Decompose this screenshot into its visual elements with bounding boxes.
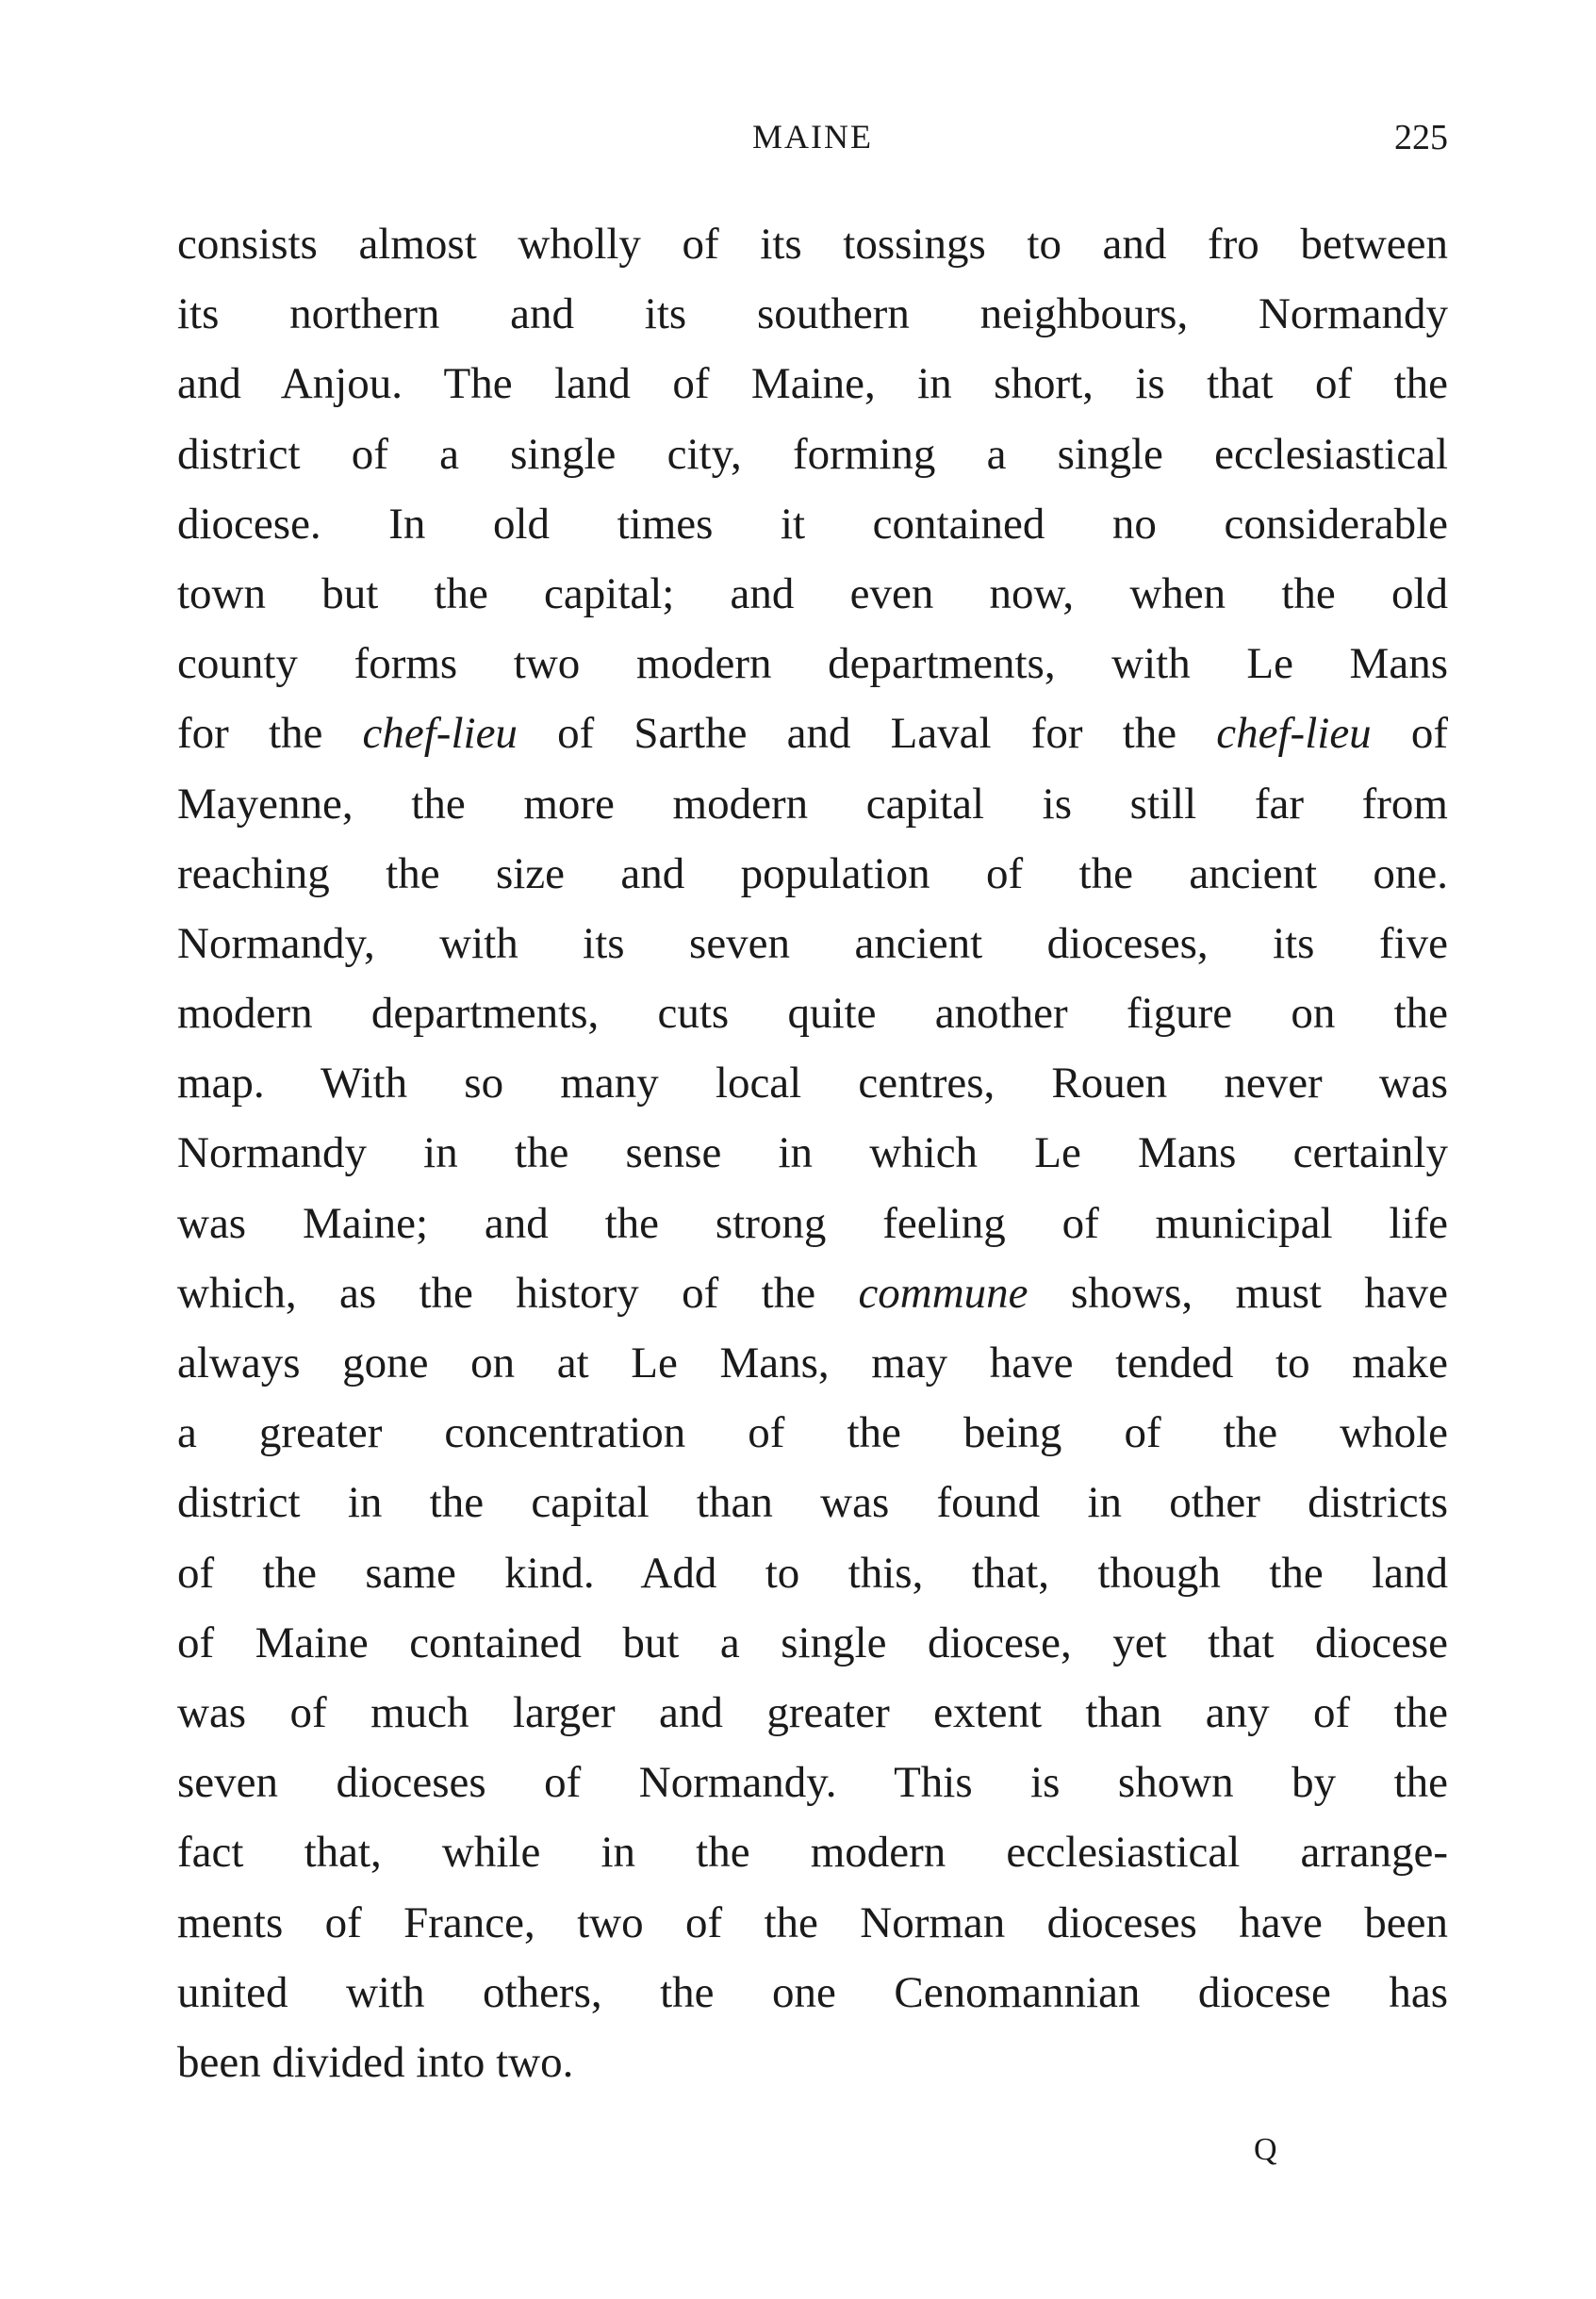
text-line — [177, 629, 1448, 698]
text-line — [177, 698, 1448, 768]
text-line — [177, 1189, 1448, 1258]
text-segment: of the same kind. Add to this, that, though the land — [177, 1548, 1448, 1598]
signature-mark: Q — [1254, 2132, 1277, 2167]
text-line — [177, 1258, 1448, 1328]
running-title: MAINE — [752, 118, 873, 156]
text-segment: county forms two modern departments, with Le Mans — [177, 639, 1448, 689]
text-segment: always gone on at Le Mans, may have tended to make — [177, 1338, 1448, 1388]
italic-term: chef-lieu — [1216, 709, 1372, 759]
text-line — [177, 1118, 1448, 1188]
text-segment: Normandy in the sense in which Le Mans certainly — [177, 1128, 1448, 1178]
text-line — [177, 559, 1448, 629]
text-segment: of Sarthe and Laval for the — [517, 709, 1217, 759]
text-line — [177, 489, 1448, 559]
text-line — [177, 1398, 1448, 1468]
text-segment: town but the capital; and even now, when the old — [177, 568, 1448, 618]
text-line — [177, 909, 1448, 978]
text-segment: diocese. In old times it contained no considerable — [177, 499, 1448, 549]
italic-term: commune — [858, 1268, 1028, 1318]
text-line — [177, 1958, 1448, 2028]
text-line — [177, 209, 1448, 279]
text-line — [177, 839, 1448, 909]
text-segment: Mayenne, the more modern capital is still far from — [177, 779, 1448, 829]
text-line — [177, 1538, 1448, 1608]
text-line — [177, 279, 1448, 349]
text-line — [177, 1678, 1448, 1748]
page-number: 225 — [1394, 118, 1448, 157]
text-segment: seven dioceses of Normandy. This is shown by the — [177, 1758, 1448, 1808]
text-segment: shows, must have — [1028, 1268, 1449, 1318]
text-segment: for the — [177, 709, 363, 759]
text-line — [177, 349, 1448, 419]
text-line — [177, 769, 1448, 839]
text-segment: been divided into two. — [177, 2037, 574, 2087]
text-line — [177, 1048, 1448, 1118]
text-line — [177, 1608, 1448, 1678]
text-segment: and Anjou. The land of Maine, in short, is that of the — [177, 359, 1448, 409]
text-line — [177, 1817, 1448, 1887]
italic-term: chef-lieu — [362, 709, 518, 759]
text-segment: reaching the size and population of the ancient one. — [177, 848, 1448, 898]
text-segment: of Maine contained but a single diocese, yet that diocese — [177, 1618, 1448, 1667]
text-segment: fact that, while in the modern ecclesiastical arrange- — [177, 1828, 1448, 1878]
text-line — [177, 1748, 1448, 1817]
text-line — [177, 2028, 1448, 2097]
text-segment: a greater concentration of the being of the whole — [177, 1408, 1448, 1458]
body-text — [177, 209, 1448, 2097]
text-segment: Normandy, with its seven ancient dioceses, its five — [177, 918, 1448, 968]
text-line — [177, 1888, 1448, 1958]
text-segment: was of much larger and greater extent than any of the — [177, 1687, 1448, 1737]
text-segment: district of a single city, forming a single ecclesiastical — [177, 429, 1448, 479]
text-segment: district in the capital than was found in other districts — [177, 1478, 1448, 1528]
text-line — [177, 1328, 1448, 1398]
text-line — [177, 419, 1448, 489]
text-line — [177, 978, 1448, 1048]
text-segment: consists almost wholly of its tossings to and fro between — [177, 220, 1448, 269]
text-segment: united with others, the one Cenomannian diocese has — [177, 1967, 1448, 2017]
text-segment: which, as the history of the — [177, 1268, 859, 1318]
text-segment: was Maine; and the strong feeling of municipal life — [177, 1198, 1448, 1248]
text-segment: modern departments, cuts quite another figure on the — [177, 989, 1448, 1039]
text-segment: map. With so many local centres, Rouen never was — [177, 1059, 1448, 1108]
text-segment: ments of France, two of the Norman dioceses have been — [177, 1897, 1448, 1947]
text-line — [177, 1468, 1448, 1537]
text-segment: its northern and its southern neighbours, Normandy — [177, 289, 1448, 339]
page-header — [177, 111, 1448, 168]
text-segment: of — [1371, 709, 1448, 759]
